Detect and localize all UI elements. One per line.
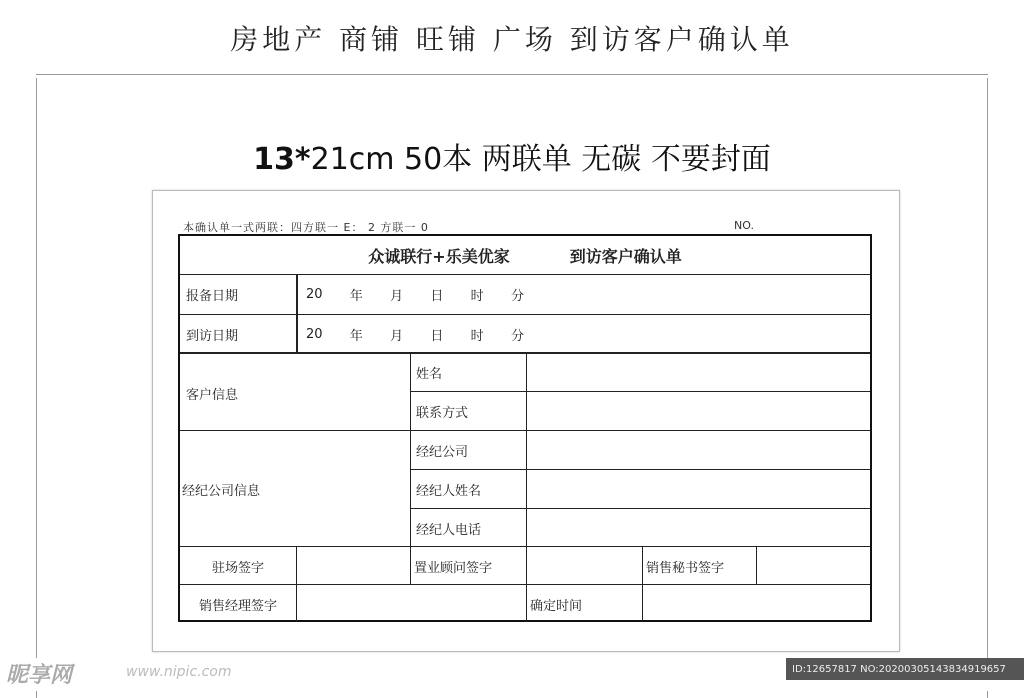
customer-name-input[interactable] [528, 354, 868, 390]
date-minute-unit: 分 [510, 328, 524, 344]
consultant-sign-input[interactable] [528, 548, 640, 584]
customer-name-label: 姓名 [416, 366, 443, 382]
agent-phone-label: 经纪人电话 [416, 522, 482, 538]
manager-sign-label: 销售经理签字 [198, 598, 277, 614]
confirmation-form-table [178, 234, 872, 622]
spec-size-bold: 13* [253, 142, 311, 177]
spec-title [0, 134, 1024, 178]
rule [410, 352, 411, 546]
form-header-left: 众诚联行+乐美优家 [368, 246, 510, 266]
date-year-unit: 年 [349, 328, 363, 344]
rule [410, 391, 870, 392]
date-hour-unit: 时 [470, 288, 484, 304]
date-day-unit: 日 [430, 328, 444, 344]
serial-no-label: NO. [734, 219, 754, 232]
secretary-sign-input[interactable] [758, 548, 868, 584]
date-hour-unit: 时 [470, 328, 484, 344]
rule [410, 546, 411, 584]
image-id-bar: ID:12657817 NO:20200305143834919657 [786, 658, 1024, 680]
copy-note: 本确认单一式两联：四方联一 E： 2 方联一 0 [183, 221, 429, 234]
agent-name-label: 经纪人姓名 [416, 483, 482, 499]
title-divider [36, 74, 988, 75]
agency-company-label: 经纪公司 [416, 444, 469, 460]
manager-sign-input[interactable] [298, 586, 524, 622]
rule [296, 274, 298, 352]
customer-contact-label: 联系方式 [416, 405, 469, 421]
field-sign-input[interactable] [298, 548, 408, 584]
watermark-logo: 昵享网 [6, 663, 73, 688]
rule [410, 469, 870, 470]
report-date-label: 报备日期 [186, 288, 239, 304]
agency-info-label: 经纪公司信息 [182, 483, 261, 499]
spec-rest: 21cm 50本 两联单 无碳 不要封面 [310, 142, 771, 177]
rule [526, 352, 527, 546]
rule [756, 546, 757, 584]
visit-date-label: 到访日期 [186, 328, 239, 344]
visit-date-fields[interactable] [300, 316, 530, 352]
consultant-sign-label: 置业顾问签字 [414, 560, 493, 576]
customer-contact-input[interactable] [528, 393, 868, 429]
confirm-time-label: 确定时间 [530, 598, 583, 614]
watermark-url: www.nipic.com [126, 664, 232, 680]
date-month-unit: 月 [390, 328, 404, 344]
form-header-right: 到访客户确认单 [569, 246, 682, 266]
date-year-unit: 年 [349, 288, 363, 304]
rule [180, 584, 870, 585]
date-day-unit: 日 [430, 288, 444, 304]
agent-phone-input[interactable] [528, 510, 868, 546]
page-title: 房地产 商铺 旺铺 广场 到访客户确认单 [230, 23, 794, 56]
date-year-prefix: 20 [306, 326, 323, 342]
agent-name-input[interactable] [528, 471, 868, 507]
rule [180, 274, 870, 275]
rule [180, 546, 870, 547]
secretary-sign-label: 销售秘书签字 [646, 560, 725, 576]
form-header [180, 236, 870, 274]
rule [410, 508, 870, 509]
customer-info-label: 客户信息 [186, 387, 239, 403]
rule [180, 314, 870, 315]
agency-company-input[interactable] [528, 432, 868, 468]
report-date-fields[interactable] [300, 276, 530, 312]
date-minute-unit: 分 [510, 288, 524, 304]
confirm-time-input[interactable] [644, 586, 868, 622]
date-year-prefix: 20 [306, 286, 323, 302]
field-sign-label: 驻场签字 [211, 560, 264, 576]
date-month-unit: 月 [390, 288, 404, 304]
rule [180, 430, 870, 431]
